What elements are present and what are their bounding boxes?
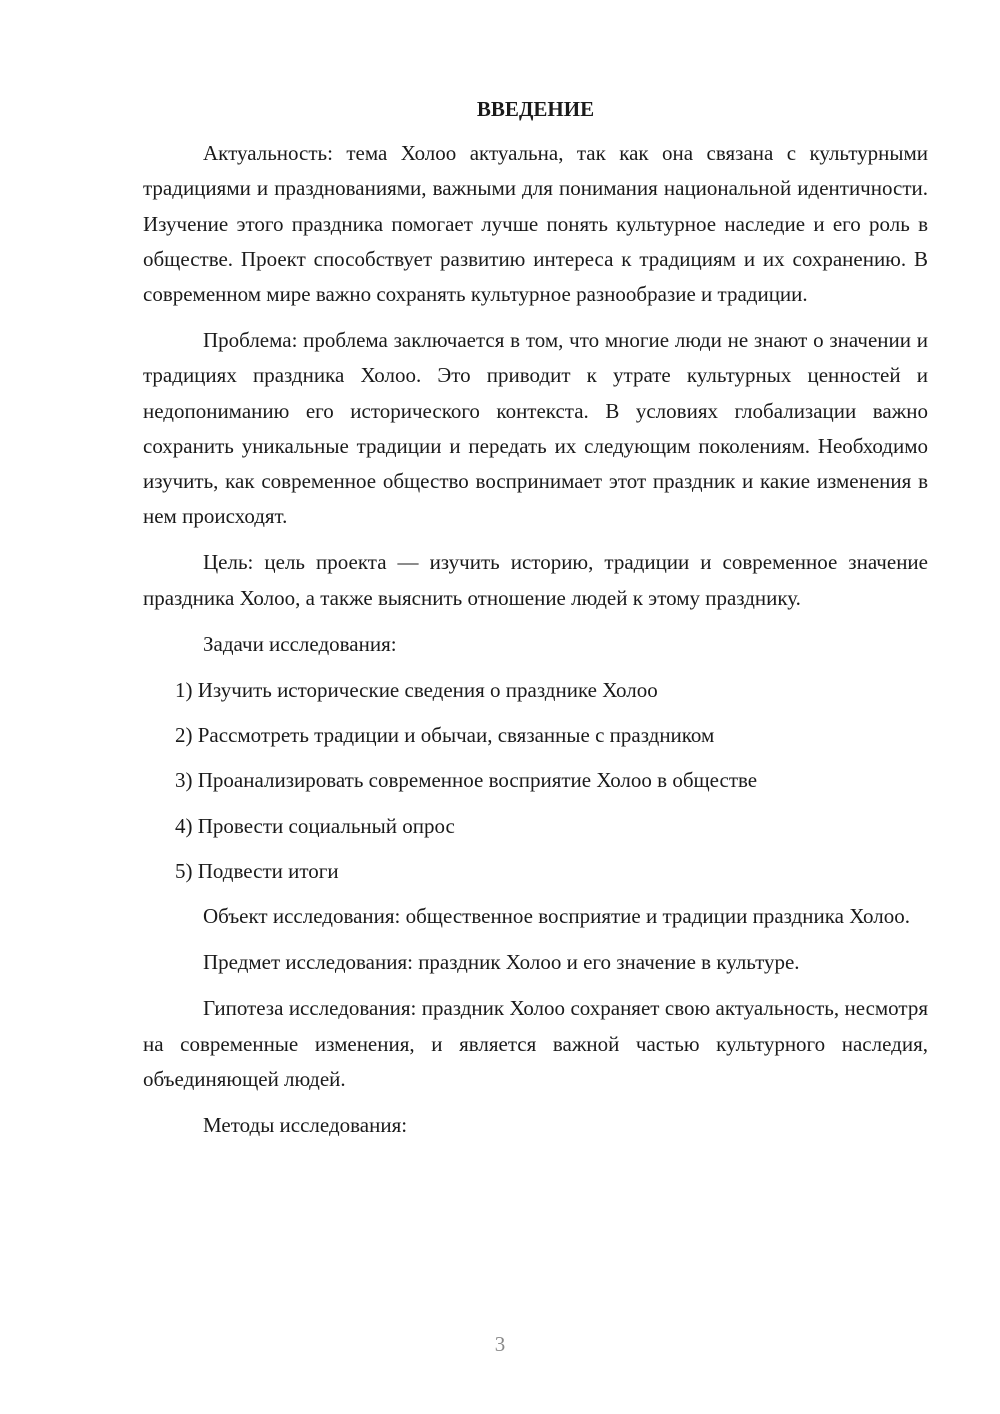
document-page — [143, 92, 928, 1154]
page-number: 3 — [494, 1332, 506, 1356]
list-item: 2) Рассмотреть традиции и обычаи, связанные с праздником — [175, 723, 715, 748]
section-title: ВВЕДЕНИЕ — [476, 97, 595, 121]
methods-heading: Методы исследования: — [203, 1113, 408, 1138]
list-item: 5) Подвести итоги — [175, 858, 339, 883]
goal-paragraph: Цель: цель проекта — изучить историю, традиции и современное значение праздника Холоо, а также выяснить отношение людей к этому празднику. — [143, 550, 928, 610]
relevance-paragraph: Актуальность: тема Холоо актуальна, так как она связана с культурными традициями и празднованиями, важными для понимания национальной идентичности. Изучение этого праздника помогает лучше понять культурное наследие и его роль в обществе. Проект способствует развитию интереса к традициям и их сохранению. В современном мире важно сохранять культурное разнообразие и традиции. — [143, 141, 928, 307]
subject-paragraph: Предмет исследования: праздник Холоо и его значение в культуре. — [203, 950, 800, 975]
tasks-heading: Задачи исследования: — [203, 631, 397, 656]
object-paragraph: Объект исследования: общественное восприятие и традиции праздника Холоо. — [203, 904, 910, 929]
list-item: 3) Проанализировать современное восприятие Холоо в обществе — [175, 768, 758, 793]
list-item: 1) Изучить исторические сведения о празднике Холоо — [175, 678, 658, 703]
problem-paragraph: Проблема: проблема заключается в том, что многие люди не знают о значении и традициях праздника Холоо. Это приводит к утрате культурных ценностей и недопониманию его исторического контекста. В условиях глобализации важно сохранить уникальные традиции и передать их следующим поколениям. Необходимо изучить, как современное общество воспринимает этот праздник и какие изменения в нем происходят. — [143, 328, 928, 529]
tasks-list — [143, 673, 928, 889]
hypothesis-paragraph: Гипотеза исследования: праздник Холоо сохраняет свою актуальность, несмотря на современные изменения, и является важной частью культурного наследия, объединяющей людей. — [143, 996, 928, 1091]
list-item: 4) Провести социальный опрос — [175, 813, 455, 838]
